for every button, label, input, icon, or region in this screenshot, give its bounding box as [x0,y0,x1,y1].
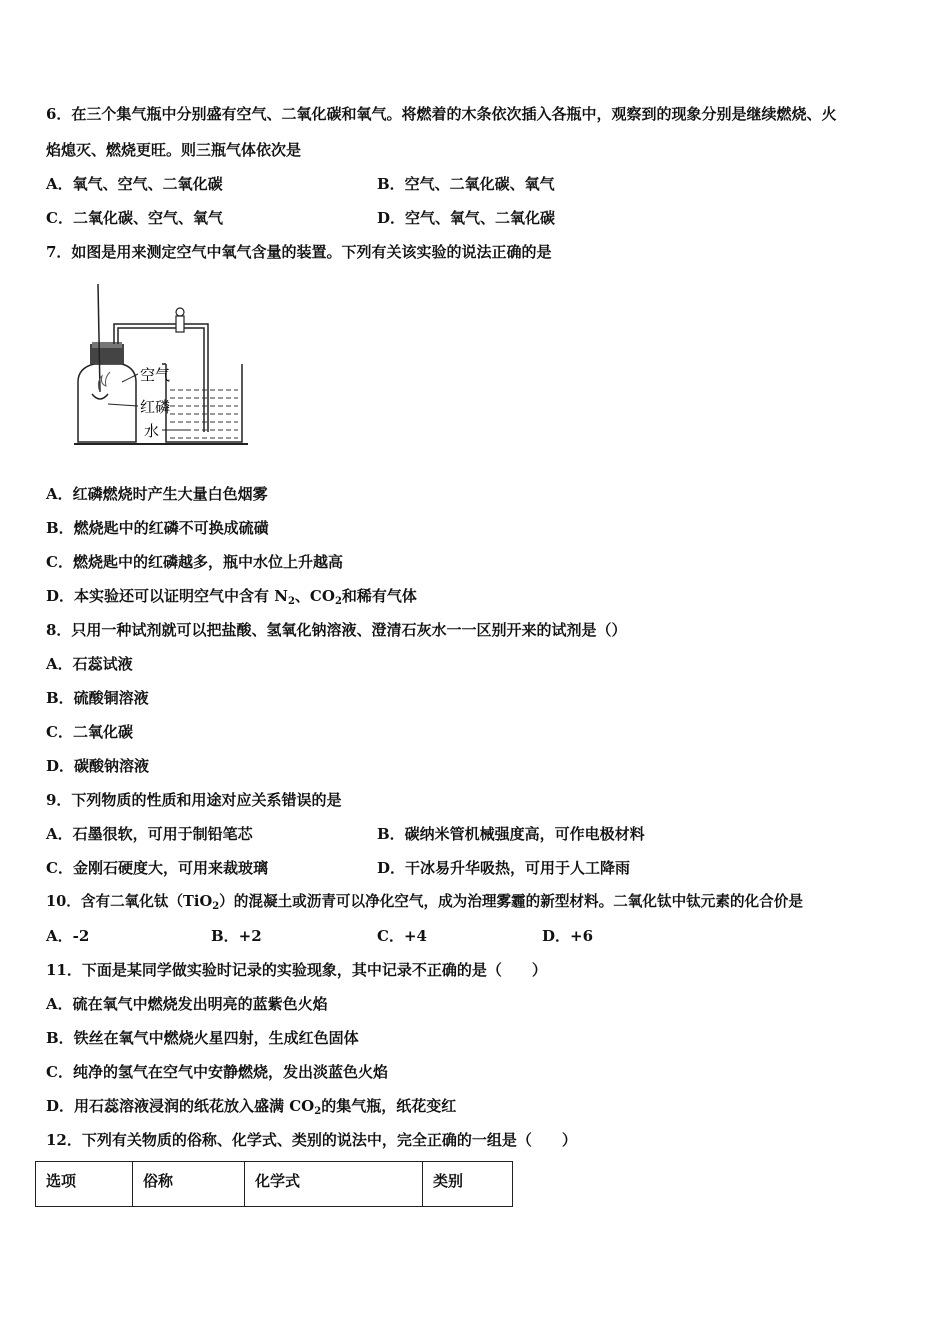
q9-stem: 9．下列物质的性质和用途对应关系错误的是 [46,791,342,809]
q6-stem-line2: 焰熄灭、燃烧更旺。则三瓶气体依次是 [46,141,302,159]
q8-option-d: D．碳酸钠溶液 [46,757,150,775]
spring-clamp [176,316,184,332]
q8-option-a: A．石蕊试液 [46,655,133,673]
q7-option-b: B．燃烧匙中的红磷不可换成硫磺 [46,519,269,537]
q10-stem: 10．含有二氧化钛（TiO$_2$）的混凝土或沥青可以净化空气，成为治理雾霾的新型材料。二氧化钛中钛元素的化合价是 [46,893,803,912]
q12-table [35,1161,513,1207]
header-category: 类别 [423,1162,513,1207]
q10-option-b: B．+2 [211,927,262,945]
combustion-spoon-handle [98,284,100,392]
q7-stem: 7．如图是用来测定空气中氧气含量的装置。下列有关该实验的说法正确的是 [46,243,552,261]
q11-option-d: D．用石蕊溶液浸润的纸花放入盛满 $CO_2$的集气瓶，纸花变红 [46,1097,457,1117]
q8-option-b: B．硫酸铜溶液 [46,689,149,707]
q8-stem: 8．只用一种试剂就可以把盐酸、氢氧化钠溶液、澄清石灰水一一区别开来的试剂是（） [46,621,627,639]
header-formula: 化学式 [245,1162,423,1207]
q7-option-d: D．本实验还可以证明空气中含有 $N_2$、$CO_2$和稀有气体 [46,587,417,607]
q10-option-d: D．+6 [542,927,594,945]
combustion-spoon [92,394,108,399]
q10-option-a: A．-2 [46,927,90,945]
q10-option-c: C．+4 [377,927,427,945]
q9-option-a: A．石墨很软，可用于制铅笔芯 [46,825,253,843]
q6-option-a: A．氧气、空气、二氧化碳 [46,175,223,193]
q11-option-c: C．纯净的氢气在空气中安静燃烧，发出淡蓝色火焰 [46,1063,388,1081]
q11-option-b: B．铁丝在氧气中燃烧火星四射，生成红色固体 [46,1029,359,1047]
header-common-name: 俗称 [133,1162,245,1207]
label-red-phosphorus: 红磷 [140,398,171,416]
q6-option-b: B．空气、二氧化碳、氧气 [377,175,555,193]
q7-option-a: A．红磷燃烧时产生大量白色烟雾 [46,485,268,503]
q11-stem: 11．下面是某同学做实验时记录的实验现象，其中记录不正确的是（ ） [46,961,547,979]
label-air: 空气 [140,366,171,384]
q12-stem: 12．下列有关物质的俗称、化学式、类别的说法中，完全正确的一组是（ ） [46,1131,577,1149]
q9-option-b: B．碳纳米管机械强度高，可作电极材料 [377,825,645,843]
q7-option-c: C．燃烧匙中的红磷越多，瓶中水位上升越高 [46,553,343,571]
q8-option-c: C．二氧化碳 [46,723,133,741]
q6-option-c: C．二氧化碳、空气、氧气 [46,209,223,227]
table-header-row [36,1162,513,1207]
q6-option-d: D．空气、氧气、二氧化碳 [377,209,556,227]
q9-option-c: C．金刚石硬度大，可用来裁玻璃 [46,859,268,877]
q11-option-a: A．硫在氧气中燃烧发出明亮的蓝紫色火焰 [46,995,328,1013]
q9-option-d: D．干冰易升华吸热，可用于人工降雨 [377,859,631,877]
apparatus-svg [70,282,270,452]
oxygen-apparatus-diagram [70,282,270,456]
q6-stem-line1: 6．在三个集气瓶中分别盛有空气、二氧化碳和氧气。将燃着的木条依次插入各瓶中，观察到的现象分别是继续燃烧、火 [46,105,837,123]
label-water: 水 [144,422,160,440]
header-option: 选项 [36,1162,133,1207]
